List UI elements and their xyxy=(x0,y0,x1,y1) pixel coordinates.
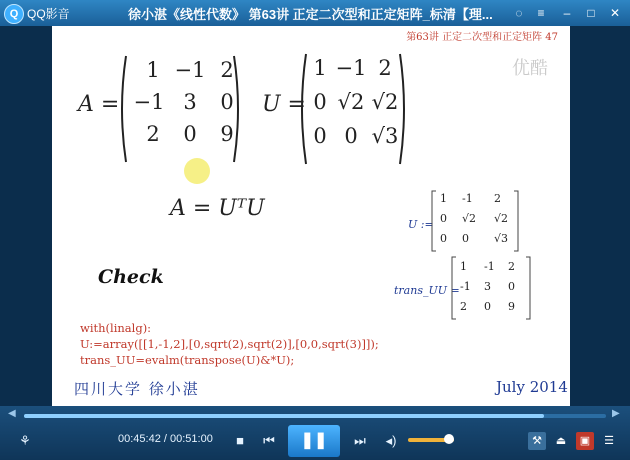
seek-back-icon[interactable]: ◀ xyxy=(8,408,16,419)
maple-trans-cell: 0 xyxy=(484,300,491,313)
foot-icon[interactable]: ⚘ xyxy=(19,433,31,448)
maple-u-cell: √2 xyxy=(462,212,477,225)
matrix-u-cell: 1 xyxy=(313,56,327,80)
code-line: trans_UU=evalm(transpose(U)&*U); xyxy=(80,353,295,367)
matrix-a-cell: −1 xyxy=(133,90,165,114)
pause-button[interactable]: ❚❚ xyxy=(288,425,340,457)
maple-u-body xyxy=(440,192,520,252)
slide-header: 第63讲 正定二次型和正定矩阵 47 xyxy=(406,32,558,43)
maximize-icon[interactable]: □ xyxy=(587,6,595,20)
matrix-u-cell: √3 xyxy=(371,124,399,148)
matrix-u-cell: 0 xyxy=(313,90,327,114)
youku-watermark: 优酷 xyxy=(512,58,548,78)
matrix-a-cell: 0 xyxy=(183,122,197,146)
volume-icon[interactable]: ◂) xyxy=(385,433,397,448)
decomposition-equation: A = UᵀU xyxy=(170,196,265,221)
minimize-icon[interactable]: – xyxy=(563,6,571,20)
playlist-icon[interactable]: ☰ xyxy=(604,435,614,447)
maple-u-cell: √3 xyxy=(494,232,509,245)
seek-bar[interactable] xyxy=(24,414,606,418)
total-time: 00:51:00 xyxy=(170,433,213,445)
slide-footer-author: 四川大学 徐小湛 xyxy=(74,380,200,398)
current-time: 00:45:42 xyxy=(118,433,161,445)
maple-trans-cell: 9 xyxy=(508,300,515,313)
slide-footer-date: July 2014 xyxy=(496,378,568,396)
matrix-u-cell: √2 xyxy=(371,90,399,114)
time-display xyxy=(118,433,213,445)
code-line: U:=array([[1,-1,2],[0,sqrt(2),sqrt(2)],[0,0,sqrt(3)]]); xyxy=(80,337,379,351)
maple-trans-cell: 1 xyxy=(460,260,467,273)
matrix-a-cell: −1 xyxy=(174,58,206,82)
maple-u-cell: 0 xyxy=(440,212,447,225)
maple-trans-cell: 0 xyxy=(508,280,515,293)
lecture-slide xyxy=(52,26,570,406)
matrix-u-cell: 0 xyxy=(313,124,327,148)
maple-trans-cell: -1 xyxy=(460,280,471,293)
maple-trans-cell: 3 xyxy=(484,280,491,293)
skin-icon[interactable]: ≡ xyxy=(537,6,545,20)
maple-u-cell: 2 xyxy=(494,192,501,205)
maple-code xyxy=(80,320,379,368)
matrix-u-label: U = xyxy=(262,92,306,117)
code-line: with(linalg): xyxy=(80,321,152,335)
maple-u-cell: 1 xyxy=(440,192,447,205)
volume-slider[interactable] xyxy=(408,438,454,442)
matrix-a-cell: 1 xyxy=(146,58,160,82)
previous-icon[interactable]: ⏮ xyxy=(263,433,275,448)
matrix-u-cell: √2 xyxy=(337,90,365,114)
matrix-a-label: A = xyxy=(78,92,120,117)
video-area[interactable] xyxy=(0,26,630,406)
window-title: 徐小湛《线性代数》 第63讲 正定二次型和正定矩阵_标清【理... xyxy=(128,7,493,22)
matrix-u-cell: −1 xyxy=(335,56,367,80)
app-name[interactable]: QQ影音 xyxy=(27,7,70,21)
matrix-a-cell: 2 xyxy=(220,58,234,82)
maple-u-label: U := xyxy=(408,218,434,231)
screen-icon[interactable]: ▣ xyxy=(576,432,594,450)
title-bar xyxy=(0,0,630,26)
matrix-a-cell: 9 xyxy=(220,122,234,146)
maple-trans-label: trans_UU = xyxy=(394,284,460,297)
matrix-u-cell: 2 xyxy=(378,56,392,80)
matrix-u-cell: 0 xyxy=(344,124,358,148)
qq-player-logo-icon[interactable]: Q xyxy=(4,4,24,24)
check-heading: Check xyxy=(98,266,164,288)
maple-trans-body xyxy=(460,260,530,320)
matrix-a-cell: 3 xyxy=(183,90,197,114)
matrix-a-cell: 2 xyxy=(146,122,160,146)
stop-icon[interactable]: ■ xyxy=(236,433,244,448)
maple-u-cell: √2 xyxy=(494,212,509,225)
maple-u-cell: 0 xyxy=(440,232,447,245)
maple-trans-cell: 2 xyxy=(508,260,515,273)
matrix-a-body xyxy=(133,58,248,154)
eject-icon[interactable]: ⏏ xyxy=(555,435,567,447)
mouse-highlight xyxy=(184,158,210,184)
time-separator: / xyxy=(160,433,170,445)
seek-forward-icon[interactable]: ▶ xyxy=(612,408,620,419)
close-icon[interactable]: ✕ xyxy=(609,6,621,20)
maple-trans-cell: -1 xyxy=(484,260,495,273)
tools-icon[interactable]: ⚒ xyxy=(528,432,546,450)
maple-trans-cell: 2 xyxy=(460,300,467,313)
maple-u-cell: 0 xyxy=(462,232,469,245)
chat-icon[interactable]: ◌ xyxy=(515,6,523,20)
seek-bar-progress xyxy=(24,414,544,418)
matrix-a-cell: 0 xyxy=(220,90,234,114)
next-icon[interactable]: ⏭ xyxy=(354,433,366,448)
maple-u-cell: -1 xyxy=(462,192,473,205)
matrix-u-body xyxy=(308,56,408,158)
